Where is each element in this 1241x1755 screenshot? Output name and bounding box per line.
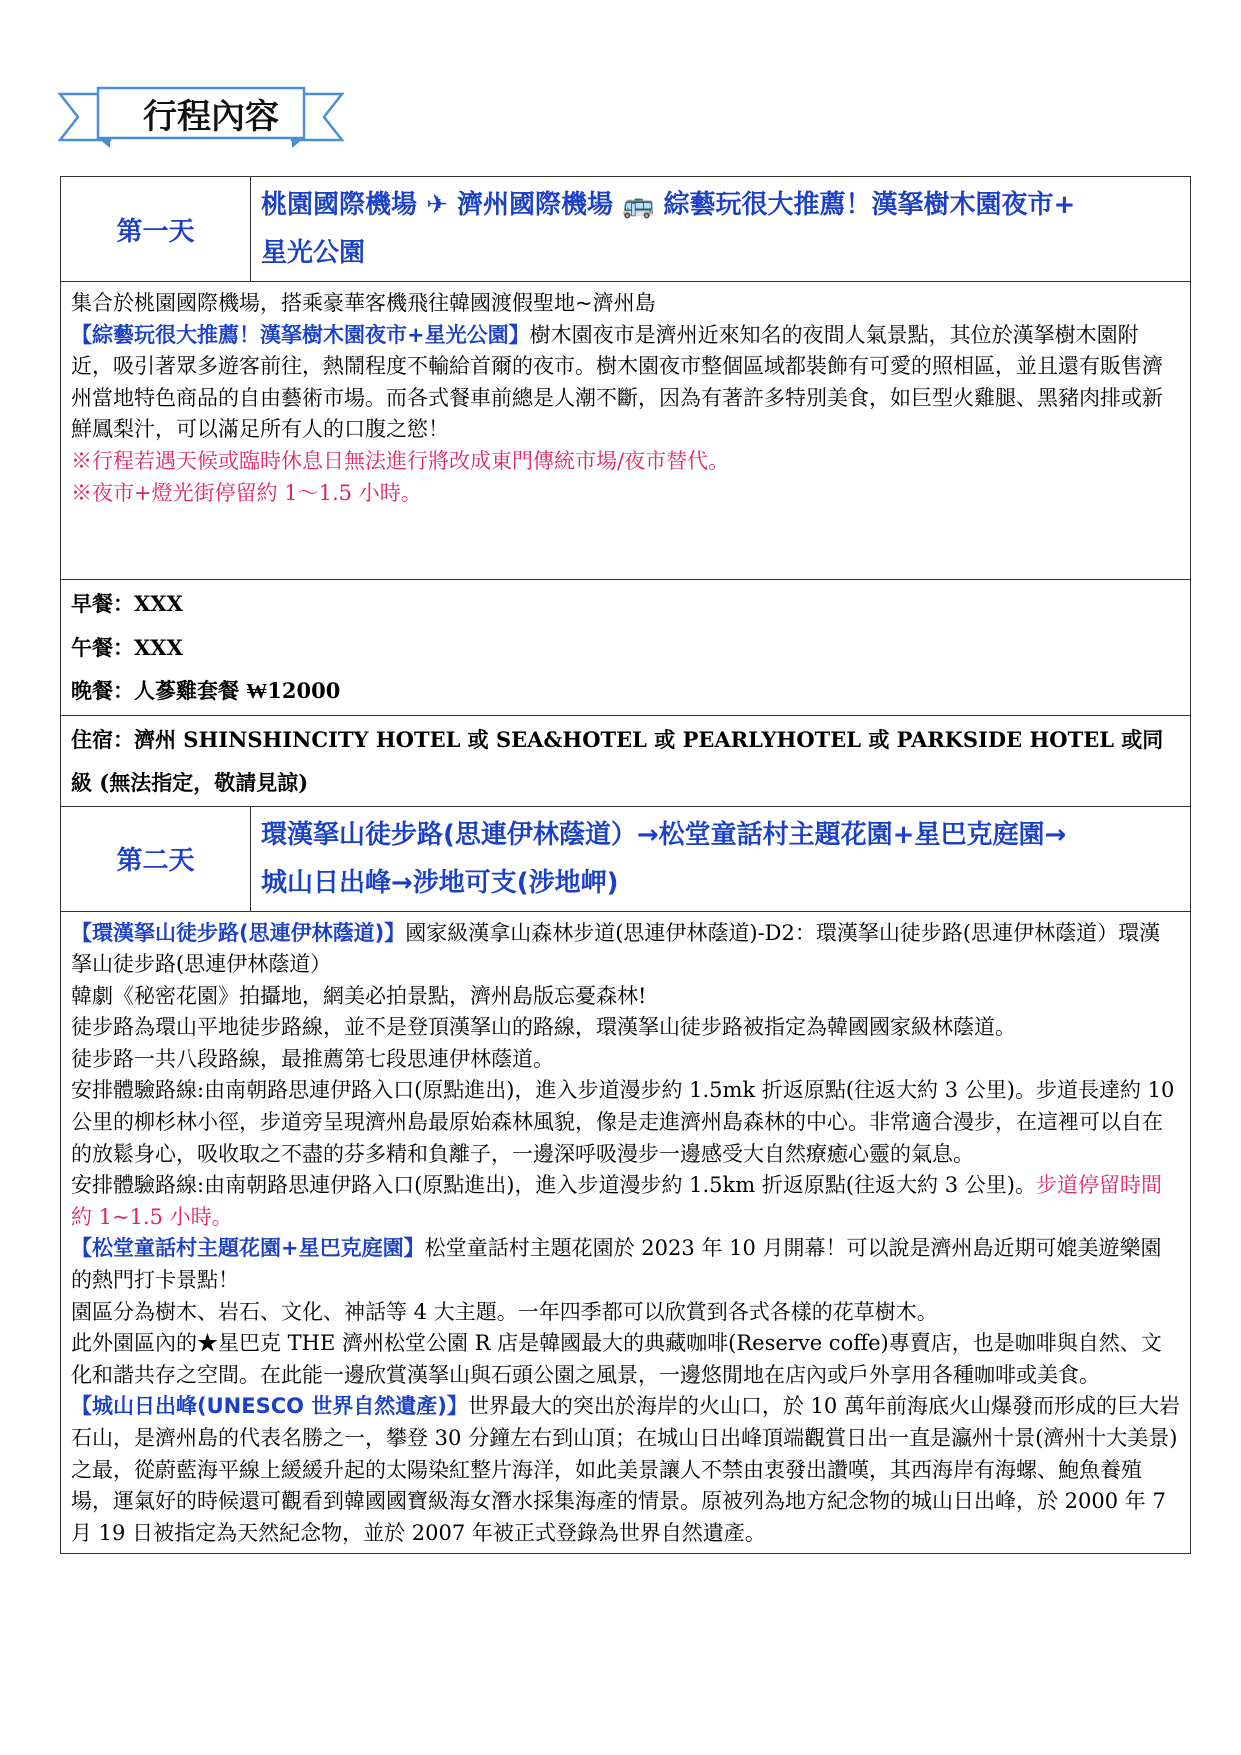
day1-title-origin: 桃園國際機場 [261,190,418,220]
airplane-icon: ✈ [426,190,448,220]
day1-meals [61,580,1191,716]
day1-header-row [61,177,1191,282]
day1-label: 第一天 [61,177,251,282]
day2-title-line1: 環漢拏山徒步路(思連伊林蔭道）→松堂童話村主題花園+星巴克庭園→ [261,819,1067,850]
day2-section-3-text: 世界最大的突出於海岸的火山口，於 10 萬年前海底火山爆發而形成的巨大岩石山，是濟州島的代表名勝之一，攀登 30 分鐘左右到山頂；在城山日出峰頂端觀賞日出一直是瀛州十景(濟州十大美景)之最，從蔚藍海平線上緩緩升起的太陽染紅整片海洋，如此美景讓人不禁由衷發出讚嘆，其西海岸有海螺、鮑魚養殖場，運氣好的時候還可觀看到韓國國寶級海女潛水採集海產的情景。原被列為地方紀念物的城山日出峰，於 2000 年 7 月 19 日被指定為天然紀念物，並於 2007 年被正式登錄為世界自然遺產。 [71,1394,1180,1545]
day2-section-1-p6 [71,1170,1180,1233]
day1-note-1: ※行程若遇天候或臨時休息日無法進行將改成東門傳統市場/夜市替代。 [71,448,730,473]
day2-title-line2: 城山日出峰→涉地可支(涉地岬) [261,867,619,898]
day2-section-2-p2: 園區分為樹木、岩石、文化、神話等 4 大主題。一年四季都可以欣賞到各式各樣的花草樹木。 [71,1299,938,1324]
day2-section-2-p3: 此外園區內的★星巴克 THE 濟州松堂公園 R 店是韓國最大的典藏咖啡(Reserve coffe)專賣店，也是咖啡與自然、文化和諧共存之空間。在此能一邊欣賞漢拏山與石頭公園之風景，一邊悠閒地在店內或戶外享用各種咖啡或美食。 [71,1331,1162,1387]
day2-content-row [61,911,1191,1554]
page-title: 行程內容 [143,97,279,137]
day2-section-1-p6-text: 安排體驗路線:由南朝路思連伊路入口(原點進出)，進入步道漫步約 1.5km 折返原點(往返大約 3 公里)。 [71,1173,1036,1198]
day1-hotel: 住宿：濟州 SHINSHINCITY HOTEL 或 SEA&HOTEL 或 PEARLYHOTEL 或 PARKSIDE HOTEL 或同級 (無法指定，敬請見諒) [61,715,1191,806]
day2-title [251,806,1191,911]
day1-highlight: 【綜藝玩很大推薦！漢拏樹木園夜市+星光公園】 [71,322,530,347]
day1-title-dest: 濟州國際機場 [456,190,613,220]
bus-icon: 🚌 [622,190,655,220]
day2-label: 第二天 [61,806,251,911]
day2-content [61,911,1191,1554]
day2-section-1-p5: 安排體驗路線:由南朝路思連伊路入口(原點進出)，進入步道漫步約 1.5mk 折返原點(往返大約 3 公里)。步道長達約 10 公里的柳杉林小徑，步道旁呈現濟州島最原始森林風貌，像是走進濟州島森林的中心。非常適合漫步，在這裡可以自在的放鬆身心，吸收取之不盡的芬多精和負離子，一邊深呼吸漫步一邊感受大自然療癒心靈的氣息。 [71,1078,1175,1166]
day2-highlight-1: 【環漢拏山徒步路(思連伊林蔭道)】 [71,920,406,945]
day1-content [61,282,1191,580]
day1-description: 樹木園夜市是濟州近來知名的夜間人氣景點，其位於漢拏樹木園附近，吸引著眾多遊客前往，熱鬧程度不輸給首爾的夜市。樹木園夜市整個區域都裝飾有可愛的照相區，並且還有販售濟州當地特色商品的自由藝術市場。而各式餐車前總是人潮不斷，因為有著許多特別美食，如巨型火雞腿、黑豬肉排或新鮮鳳梨汁，可以滿足所有人的口腹之慾！ [71,322,1163,442]
day2-section-2-text: 松堂童話村主題花園於 2023 年 10 月開幕！可以說是濟州島近期可媲美遊樂園的熱門打卡景點！ [71,1236,1162,1293]
day1-title-spot-cont: 星光公園 [261,238,366,268]
day2-highlight-2: 【松堂童話村主題花園+星巴克庭園】 [71,1236,425,1261]
dinner-line: 晚餐：人蔘雞套餐 ₩12000 [71,678,341,703]
day1-hotel-row [61,715,1191,806]
itinerary-table [60,176,1191,1554]
section-banner [58,86,344,156]
day1-title [251,177,1191,282]
day2-section-3 [71,1391,1180,1549]
day1-content-row [61,282,1191,580]
day2-header-row [61,806,1191,911]
day2-section-1-p3: 徒步路為環山平地徒步路線，並不是登頂漢拏山的路線，環漢拏山徒步路被指定為韓國國家級林蔭道。 [71,1015,1016,1040]
lunch-line: 午餐：XXX [71,634,183,660]
day2-stay-note: 步道停留時間約 1~1.5 小時。 [71,1173,1162,1229]
day1-note-2: ※夜市+燈光街停留約 1～1.5 小時。 [71,480,422,505]
day2-section-2 [71,1233,1180,1296]
day2-section-1-p2: 韓劇《秘密花園》拍攝地，網美必拍景點，濟州島版忘憂森林! [71,983,647,1008]
day1-paragraph-2 [71,320,1180,446]
day1-paragraph-1: 集合於桃園國際機場，搭乘豪華客機飛往韓國渡假聖地~濟州島 [71,291,656,315]
day2-section-1 [71,918,1180,981]
day1-title-spot: 綜藝玩很大推薦！漢拏樹木園夜市+ [663,190,1076,220]
day1-meals-row [61,580,1191,716]
day2-section-1-text: 國家級漢拿山森林步道(思連伊林蔭道)-D2：環漢拏山徒步路(思連伊林蔭道）環漢拏山徒步路(思連伊林蔭道） [71,920,1161,977]
day2-section-1-p4: 徒步路一共八段路線，最推薦第七段思連伊林蔭道。 [71,1046,554,1071]
day2-highlight-3: 【城山日出峰(UNESCO 世界自然遺產)】 [71,1394,468,1419]
breakfast-line: 早餐：XXX [71,591,183,616]
